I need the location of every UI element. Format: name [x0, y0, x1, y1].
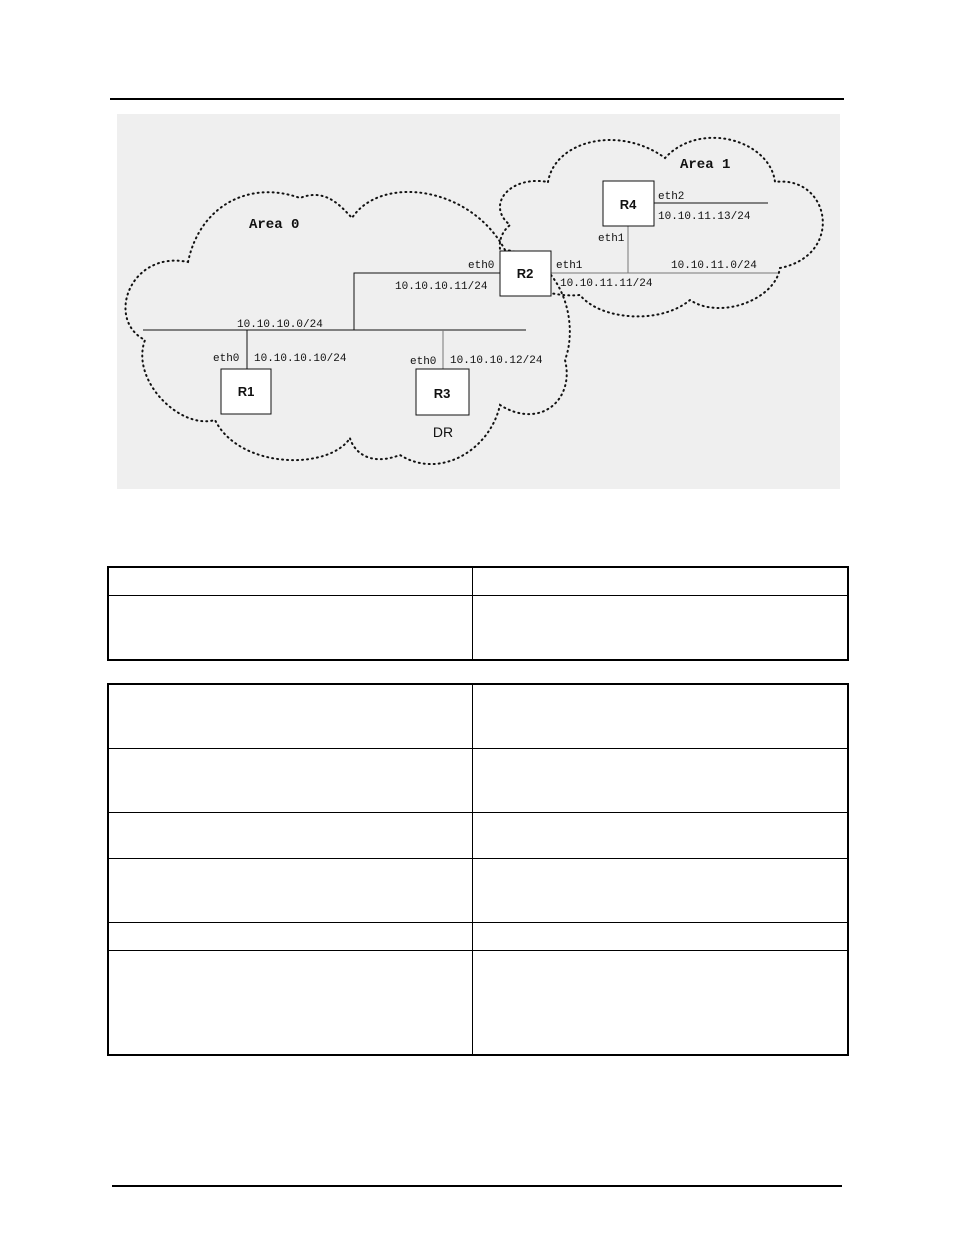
table-cell [109, 923, 473, 951]
table-cell [109, 813, 473, 859]
router-r4-label: R4 [619, 197, 637, 212]
network-label-10-10-10-0: 10.10.10.0/24 [237, 319, 323, 331]
router-r3-label: R3 [433, 386, 451, 401]
table-row [109, 568, 848, 596]
table-cell [473, 951, 848, 1055]
diagram-panel [117, 114, 840, 489]
table-cell [473, 923, 848, 951]
table-row [109, 813, 848, 859]
table-cell [109, 951, 473, 1055]
router-r1-label: R1 [237, 384, 255, 399]
table-cell [473, 859, 848, 923]
table-row [109, 685, 848, 749]
r1-eth0-name: eth0 [213, 353, 240, 365]
r2-eth0-name: eth0 [468, 260, 495, 272]
table-cell [473, 813, 848, 859]
table-row [109, 749, 848, 813]
ospf-network-diagram [0, 0, 954, 500]
area-1-label: Area 1 [680, 157, 731, 173]
table-cell [109, 859, 473, 923]
r4-eth2-name: eth2 [658, 191, 685, 203]
table-cell [109, 685, 473, 749]
router-r1 [221, 369, 271, 414]
router-r4 [603, 181, 654, 226]
table-cell [109, 568, 473, 596]
table-cell [109, 596, 473, 660]
router-r2 [500, 251, 551, 296]
r2-eth0-ip: 10.10.10.11/24 [395, 281, 488, 293]
area-0-label: Area 0 [249, 217, 300, 233]
table-cell [473, 749, 848, 813]
r4-eth2-ip: 10.10.11.13/24 [658, 211, 751, 223]
table-1 [108, 567, 848, 660]
network-label-10-10-11-0: 10.10.11.0/24 [671, 260, 757, 272]
table-cell [473, 685, 848, 749]
table-2 [108, 684, 848, 1055]
table-cell [473, 568, 848, 596]
table-row [109, 859, 848, 923]
table-row [109, 951, 848, 1055]
r1-eth0-ip: 10.10.10.10/24 [254, 353, 347, 365]
table-row [109, 923, 848, 951]
router-r3 [416, 369, 469, 415]
table-cell [109, 749, 473, 813]
bottom-rule [112, 1185, 842, 1187]
router-r3-role: DR [432, 424, 454, 440]
r3-eth0-name: eth0 [410, 356, 437, 368]
r3-eth0-ip: 10.10.10.12/24 [450, 355, 543, 367]
table-row [109, 596, 848, 660]
r4-eth1-name: eth1 [598, 233, 625, 245]
router-r2-label: R2 [516, 266, 534, 281]
table-cell [473, 596, 848, 660]
r2-eth1-ip: 10.10.11.11/24 [560, 278, 653, 290]
r2-eth1-name: eth1 [556, 260, 583, 272]
